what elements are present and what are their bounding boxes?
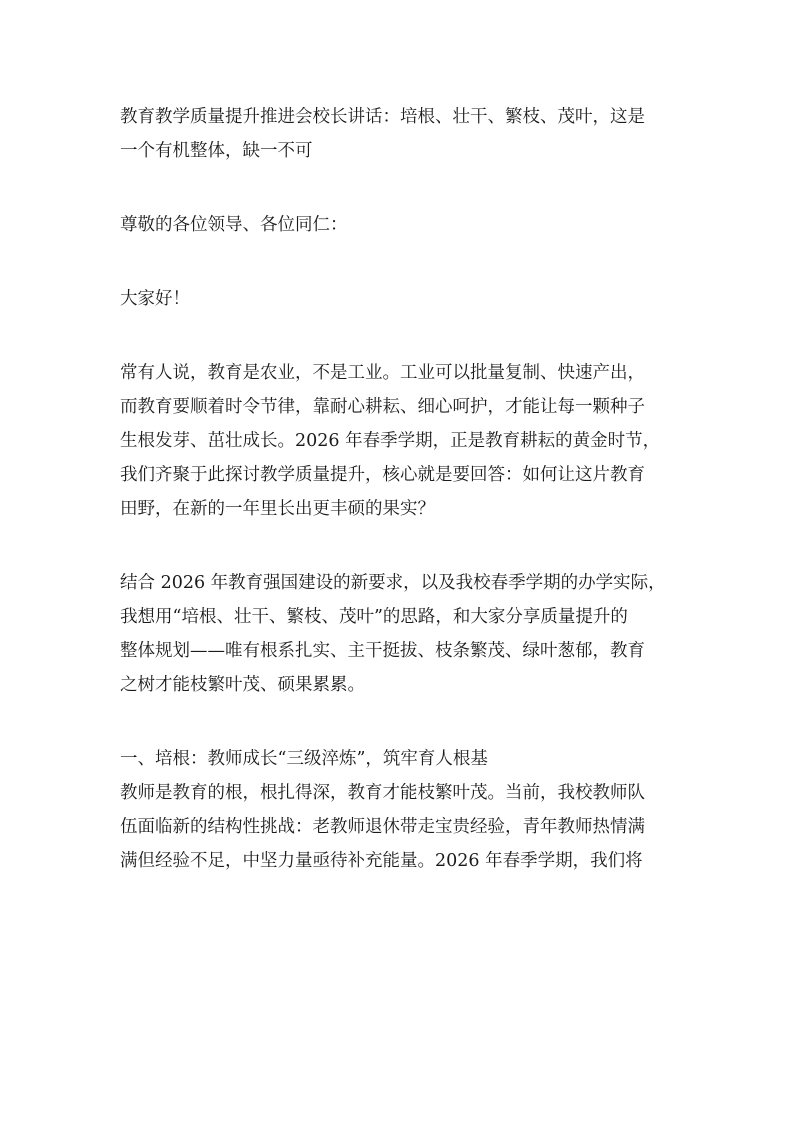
- paragraph-line: 田野，在新的一年里长出更丰硕的果实？: [120, 499, 435, 519]
- paragraph-line: 结合 2026 年教育强国建设的新要求，以及我校春季学期的办学实际，: [120, 573, 666, 593]
- title-line: 教育教学质量提升推进会校长讲话：培根、壮干、繁枝、茂叶，这是: [120, 107, 645, 127]
- salutation: 尊敬的各位领导、各位同仁：: [120, 215, 348, 235]
- paragraph-intro: [120, 356, 676, 526]
- paragraph-plan: [120, 566, 676, 702]
- paragraph-line: 我们齐聚于此探讨教学质量提升，核心就是要回答：如何让这片教育: [120, 465, 645, 485]
- section-body: [120, 776, 676, 878]
- paragraph-line: 教师是教育的根，根扎得深，教育才能枝繁叶茂。当前，我校教师队: [120, 783, 645, 803]
- paragraph-line: 而教育要顺着时令节律，靠耐心耕耘、细心呵护，才能让每一颗种子: [120, 397, 645, 417]
- paragraph-line: 我想用“培根、壮干、繁枝、茂叶”的思路，和大家分享质量提升的: [120, 607, 628, 627]
- title-line: 一个有机整体，缺一不可: [120, 141, 313, 161]
- paragraph-line: 生根发芽、茁壮成长。2026 年春季学期，正是教育耕耘的黄金时节，: [120, 431, 661, 451]
- document-page: [120, 100, 676, 878]
- greeting: 大家好！: [120, 289, 190, 309]
- paragraph-line: 整体规划——唯有根系扎实、主干挺拔、枝条繁茂、绿叶葱郁，教育: [120, 641, 645, 661]
- paragraph-line: 伍面临新的结构性挑战：老教师退休带走宝贵经验，青年教师热情满: [120, 817, 645, 837]
- document-title: [120, 100, 676, 168]
- paragraph-line: 满但经验不足，中坚力量亟待补充能量。2026 年春季学期，我们将: [120, 851, 643, 871]
- paragraph-line: 常有人说，教育是农业，不是工业。工业可以批量复制、快速产出，: [120, 363, 645, 383]
- paragraph-line: 之树才能枝繁叶茂、硕果累累。: [120, 675, 365, 695]
- section-heading: 一、培根：教师成长“三级淬炼”，筑牢育人根基: [120, 749, 488, 769]
